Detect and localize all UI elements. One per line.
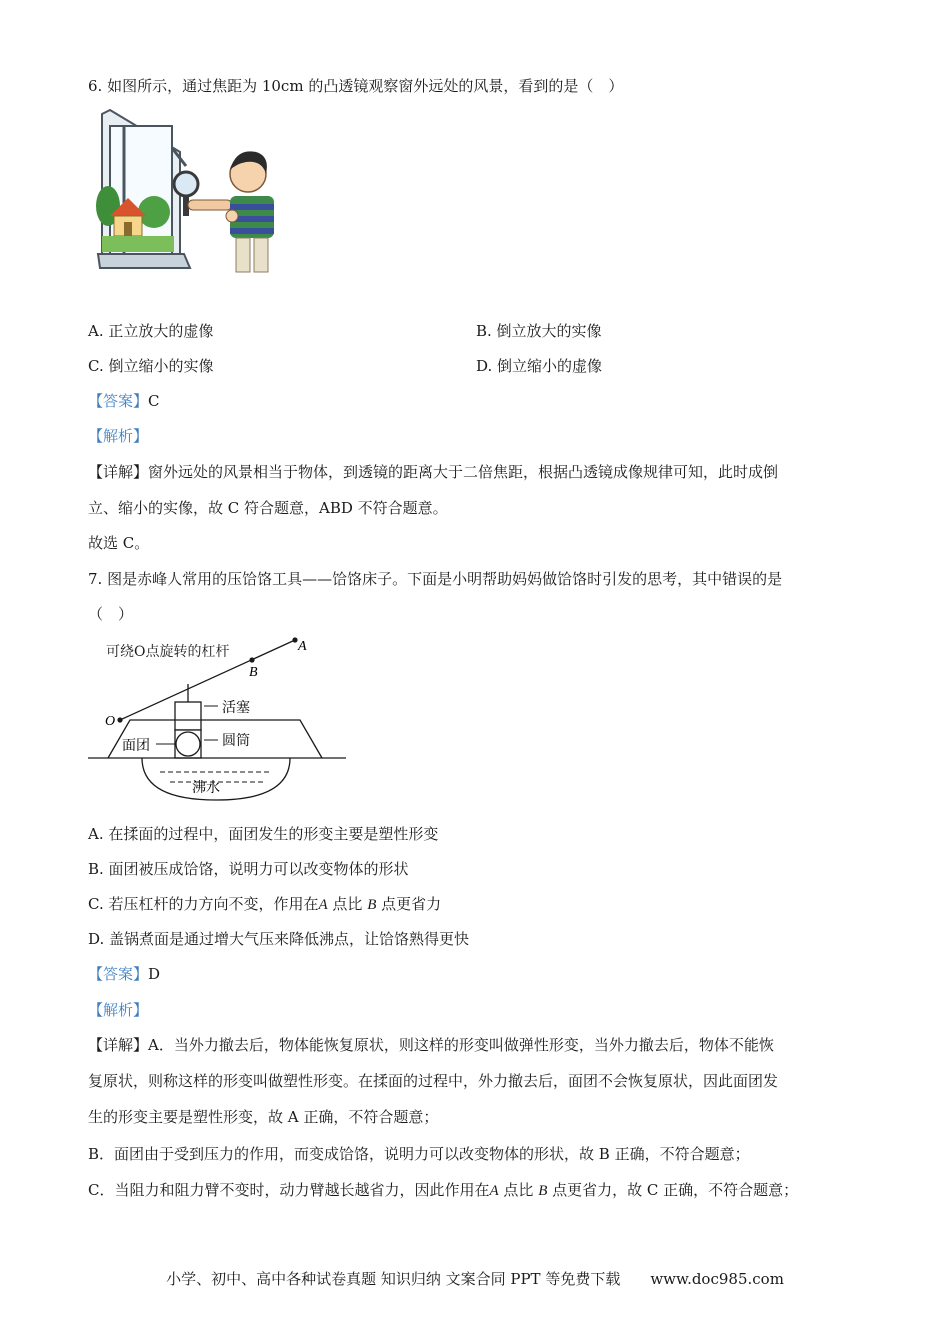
answer-value: D	[148, 965, 161, 983]
q7-detail-c-mid: 点比	[498, 1181, 539, 1199]
q7-detail-c	[88, 1180, 798, 1201]
cylinder-label: 圆筒	[222, 733, 250, 749]
page-footer: 小学、初中、高中各种试卷真题 知识归纳 文案合同 PPT 等免费下载 www.doc985.com	[166, 1270, 784, 1288]
q7-detail-c-point-b: B	[538, 1183, 548, 1199]
q6-detail-line-1	[88, 462, 778, 482]
answer-tag: 【答案】	[88, 965, 149, 983]
q7-detail-a-line-3: 生的形变主要是塑性形变，故 A 正确，不符合题意；	[88, 1108, 439, 1126]
q7-detail-b: B．面团由于受到压力的作用，而变成饸饹，说明力可以改变物体的形状，故 B 正确，不符合题意；	[88, 1145, 750, 1163]
q6-conclusion: 故选 C。	[88, 534, 150, 552]
q7-detail-a-line-2: 复原状，则称这样的形变叫做塑性形变。在揉面的过程中，外力撤去后，面团不会恢复原状，因此面团发	[88, 1072, 779, 1090]
q7-detail-c-post: 点更省力，故 C 正确，不符合题意；	[547, 1181, 799, 1199]
lever-label: 可绕O点旋转的杠杆	[106, 644, 230, 660]
q7-option-c-pre: C. 若压杠杆的力方向不变，作用在	[88, 895, 319, 913]
q6-stem: 6. 如图所示，通过焦距为 10cm 的凸透镜观察窗外远处的风景，看到的是（ ）	[88, 77, 624, 95]
q6-option-c: C. 倒立缩小的实像	[88, 357, 214, 375]
q7-detail-c-pre: C．当阻力和阻力臂不变时，动力臂越长越省力，因此作用在	[88, 1181, 490, 1199]
q7-option-a: A. 在揉面的过程中，面团发生的形变主要是塑性形变	[88, 825, 439, 843]
point-b-label: B	[249, 665, 258, 680]
detail-text: A．当外力撤去后，物体能恢复原状，则这样的形变叫做弹性形变，当外力撤去后，物体不能恢	[148, 1036, 774, 1054]
detail-tag: 【详解】	[88, 1036, 149, 1054]
q7-detail-a-line-1	[88, 1035, 774, 1055]
q7-analysis-tag: 【解析】	[88, 1001, 149, 1019]
q7-option-d: D. 盖锅煮面是通过增大气压来降低沸点，让饸饹熟得更快	[88, 930, 470, 948]
detail-text: 窗外远处的风景相当于物体，到透镜的距离大于二倍焦距，根据凸透镜成像规律可知，此时成倒	[148, 463, 779, 481]
q6-analysis-tag: 【解析】	[88, 427, 149, 445]
q7-diagram-noodle-press	[88, 632, 352, 804]
q7-option-c	[88, 894, 441, 915]
point-a-label: A	[298, 639, 307, 654]
q7-option-c-point-b: B	[367, 897, 377, 913]
q7-option-c-mid: 点比	[327, 895, 368, 913]
q7-detail-c-point-a: A	[489, 1183, 499, 1199]
answer-tag: 【答案】	[88, 392, 149, 410]
q6-answer	[88, 391, 160, 411]
q7-answer	[88, 964, 160, 984]
q6-option-b: B. 倒立放大的实像	[476, 322, 602, 340]
q7-option-b: B. 面团被压成饸饹，说明力可以改变物体的形状	[88, 860, 409, 878]
point-o-dot	[117, 717, 122, 722]
piston-shape	[175, 702, 201, 730]
answer-value: C	[148, 392, 160, 410]
detail-tag: 【详解】	[88, 463, 149, 481]
q7-stem-line-2: （ ）	[88, 605, 134, 623]
q6-option-a: A. 正立放大的虚像	[88, 322, 214, 340]
q6-detail-line-2: 立、缩小的实像，故 C 符合题意，ABD 不符合题意。	[88, 499, 448, 517]
q7-stem-line-1: 7. 图是赤峰人常用的压饸饹工具——饸饹床子。下面是小明帮助妈妈做饸饹时引发的思考，其中错误的是	[88, 570, 783, 588]
water-label: 沸水	[192, 780, 220, 796]
point-a-dot	[292, 637, 297, 642]
point-o-label: O	[105, 714, 116, 729]
q6-option-d: D. 倒立缩小的虚像	[476, 357, 603, 375]
point-b-dot	[249, 657, 254, 662]
q7-option-c-point-a: A	[318, 897, 328, 913]
piston-label: 活塞	[222, 700, 250, 716]
q6-illustration-magnifier-boy	[96, 108, 296, 278]
q7-option-c-post: 点更省力	[376, 895, 442, 913]
dough-label: 面团	[122, 738, 150, 754]
